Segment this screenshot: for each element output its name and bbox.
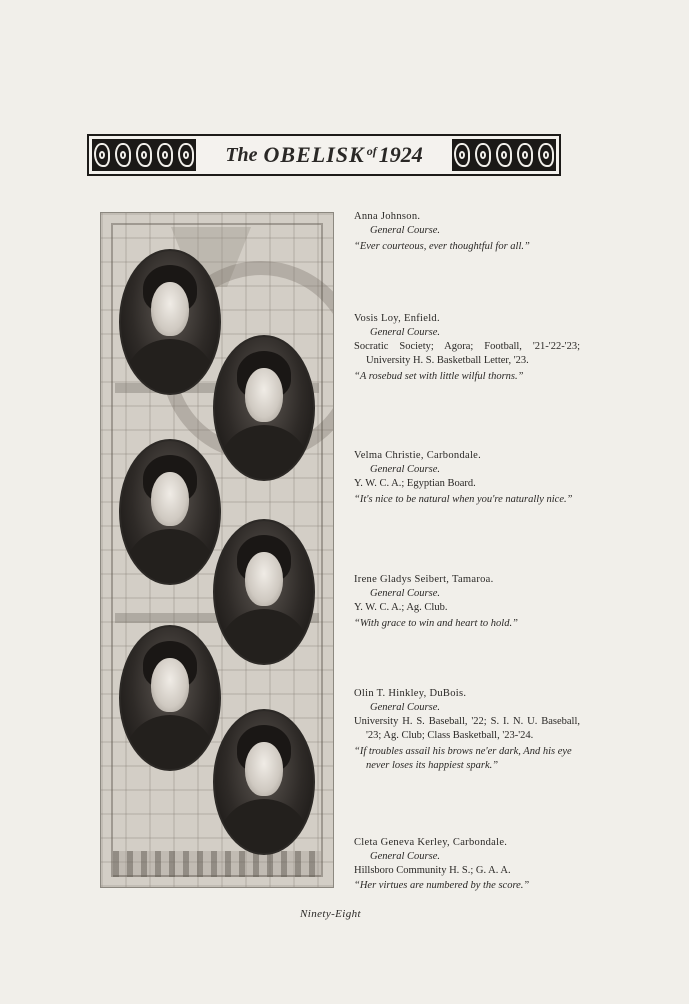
- title-year: 1924: [378, 142, 423, 167]
- student-course: General Course.: [370, 327, 440, 338]
- scroll-ornament-left-icon: [92, 139, 196, 171]
- scroll-ornament-right-icon: [452, 139, 556, 171]
- student-quote: “A rosebud set with little wilful thorns.”: [354, 371, 524, 382]
- student-name: Anna Johnson.: [354, 211, 421, 222]
- student-name: Cleta Geneva Kerley, Carbondale.: [354, 837, 508, 848]
- student-activities: University H. S. Baseball, '22; S. I. N. U. Baseball, '23; Ag. Club; Class Basketball, '23-'24.: [354, 716, 580, 741]
- student-activities: Hillsboro Community H. S.; G. A. A.: [354, 865, 511, 876]
- portrait-photo-1: [119, 249, 221, 395]
- photo-panel: [100, 212, 334, 888]
- student-activities: Socratic Society; Agora; Football, '21-'22-'23; University H. S. Basketball Letter, '23.: [354, 341, 580, 366]
- student-entry: [354, 687, 580, 773]
- panel-base-decoration: [113, 851, 321, 877]
- student-name: Vosis Loy, Enfield.: [354, 313, 440, 324]
- title-of: of: [366, 143, 377, 158]
- student-entry: [354, 210, 580, 254]
- portrait-photo-5: [119, 625, 221, 771]
- student-activities: Y. W. C. A.; Egyptian Board.: [354, 478, 476, 489]
- portrait-photo-4: [213, 519, 315, 665]
- student-course: General Course.: [370, 464, 440, 475]
- page-number: Ninety-Eight: [300, 908, 362, 920]
- student-name: Olin T. Hinkley, DuBois.: [354, 688, 467, 699]
- portrait-photo-2: [213, 335, 315, 481]
- student-quote: “Ever courteous, ever thoughtful for all.”: [354, 241, 530, 252]
- title-the: The: [225, 143, 258, 166]
- student-course: General Course.: [370, 225, 440, 236]
- student-quote: “It's nice to be natural when you're naturally nice.”: [354, 494, 573, 505]
- student-quote: “Her virtues are numbered by the score.”: [354, 880, 530, 891]
- student-activities: Y. W. C. A.; Ag. Club.: [354, 602, 448, 613]
- student-course: General Course.: [370, 702, 440, 713]
- portrait-photo-6: [213, 709, 315, 855]
- student-entry: [354, 449, 580, 507]
- title-name: OBELISK: [263, 142, 365, 167]
- header-banner: [87, 134, 561, 176]
- student-name: Irene Gladys Seibert, Tamaroa.: [354, 574, 494, 585]
- student-quote: “If troubles assail his brows ne'er dark, And his eye never loses its happiest spark.”: [354, 746, 572, 771]
- student-course: General Course.: [370, 588, 440, 599]
- student-entry: [354, 573, 580, 631]
- yearbook-title: [201, 136, 447, 174]
- student-course: General Course.: [370, 851, 440, 862]
- student-quote: “With grace to win and heart to hold.”: [354, 618, 518, 629]
- student-entry: [354, 312, 580, 384]
- student-entry: [354, 836, 580, 893]
- portrait-photo-3: [119, 439, 221, 585]
- student-name: Velma Christie, Carbondale.: [354, 450, 482, 461]
